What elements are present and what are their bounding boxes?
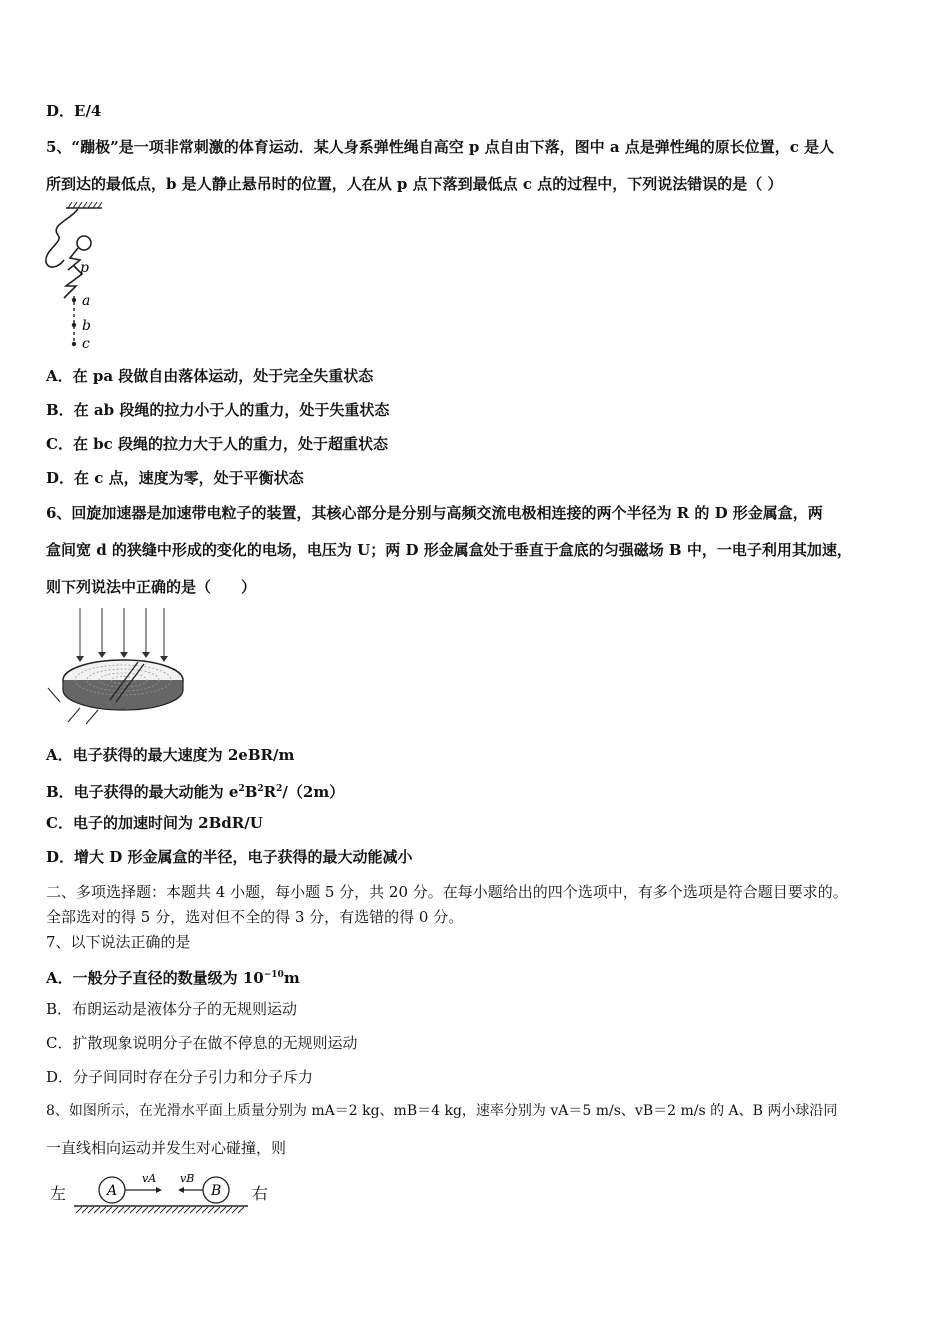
q5-option-b: B．在 ab 段绳的拉力小于人的重力，处于失重状态: [46, 401, 390, 419]
q6-option-b: [46, 778, 344, 803]
q4-option-d: D．E/4: [46, 102, 102, 120]
point-b-dot: [72, 323, 76, 327]
section2-heading-line1: 二、多项选择题：本题共 4 小题，每小题 5 分，共 20 分。在每小题给出的四个选项中，有多个选项是符合题目要求的。: [46, 883, 848, 901]
bungee-figure: [40, 200, 120, 355]
q6-option-b-prefix: B．电子获得的最大动能为 e: [46, 783, 239, 801]
q6-option-b-sup1: 2: [238, 784, 245, 794]
q7-option-a-suffix: m: [283, 969, 300, 987]
q7-option-b: B．布朗运动是液体分子的无规则运动: [46, 1000, 298, 1018]
q6-option-b-mid2: R: [263, 783, 277, 801]
q6-stem-line3: 则下列说法中正确的是（ ）: [46, 578, 257, 596]
q5-option-a: A．在 pa 段做自由落体运动，处于完全失重状态: [46, 367, 374, 385]
q5-stem-line2: 所到达的最低点，b 是人静止悬吊时的位置，人在从 p 点下落到最低点 c 点的过程中，下列说法错误的是（ ）: [46, 175, 783, 193]
label-c: c: [82, 336, 90, 352]
q7-stem: 7、以下说法正确的是: [46, 933, 191, 951]
cyclotron-figure: [40, 604, 190, 730]
q7-option-c: C．扩散现象说明分子在做不停息的无规则运动: [46, 1034, 358, 1052]
q6-option-b-sup3: 2: [276, 784, 283, 794]
q6-option-b-mid1: B: [244, 783, 258, 801]
collision-figure: [46, 1168, 276, 1220]
q8-stem-line2: 一直线相向运动并发生对心碰撞，则: [46, 1139, 287, 1157]
q6-option-c: C．电子的加速时间为 2BdR/U: [46, 814, 263, 832]
point-c-dot: [72, 342, 76, 346]
q5-option-d: D．在 c 点，速度为零，处于平衡状态: [46, 469, 304, 487]
q6-option-d: D．增大 D 形金属盒的半径，电子获得的最大动能减小: [46, 848, 413, 866]
q7-option-a-prefix: A．一般分子直径的数量级为 10: [46, 969, 264, 987]
q7-option-d: D．分子间同时存在分子引力和分子斥力: [46, 1068, 314, 1086]
q8-stem-line1: 8、如图所示，在光滑水平面上质量分别为 mA＝2 kg、mB＝4 kg，速率分别为 vA＝5 m/s、vB＝2 m/s 的 A、B 两小球沿同: [46, 1103, 838, 1119]
q7-option-a-sup: −10: [263, 970, 284, 980]
right-label: 右: [252, 1184, 269, 1203]
q6-stem-line2: 盒间宽 d 的狭缝中形成的变化的电场，电压为 U；两 D 形金属盒处于垂直于盒底的匀强磁场 B 中，一电子利用其加速，: [46, 541, 852, 559]
point-a-dot: [72, 298, 76, 302]
q7-option-a: [46, 964, 300, 989]
q5-option-c: C．在 bc 段绳的拉力大于人的重力，处于超重状态: [46, 435, 389, 453]
left-label: 左: [50, 1184, 67, 1203]
label-b: b: [82, 318, 91, 334]
section2-heading-line2: 全部选对的得 5 分，选对但不全的得 3 分，有选错的得 0 分。: [46, 908, 464, 926]
q6-stem-line1: 6、回旋加速器是加速带电粒子的装置，其核心部分是分别与高频交流电极相连接的两个半径为 R 的 D 形金属盒，两: [46, 504, 823, 522]
q6-option-b-sup2: 2: [257, 784, 264, 794]
ball-a-label: A: [107, 1183, 118, 1199]
q6-option-a: A．电子获得的最大速度为 2eBR/m: [46, 746, 295, 764]
ball-b-label: B: [211, 1183, 222, 1199]
vb-label: vB: [180, 1172, 195, 1185]
q5-stem-line1: 5、“蹦极”是一项非常刺激的体育运动．某人身系弹性绳自高空 p 点自由下落，图中 a 点是弹性绳的原长位置，c 是人: [46, 138, 835, 156]
va-label: vA: [142, 1172, 157, 1185]
q6-option-b-suffix: /（2m）: [282, 783, 345, 801]
label-a: a: [82, 293, 91, 309]
label-p: p: [80, 260, 89, 276]
